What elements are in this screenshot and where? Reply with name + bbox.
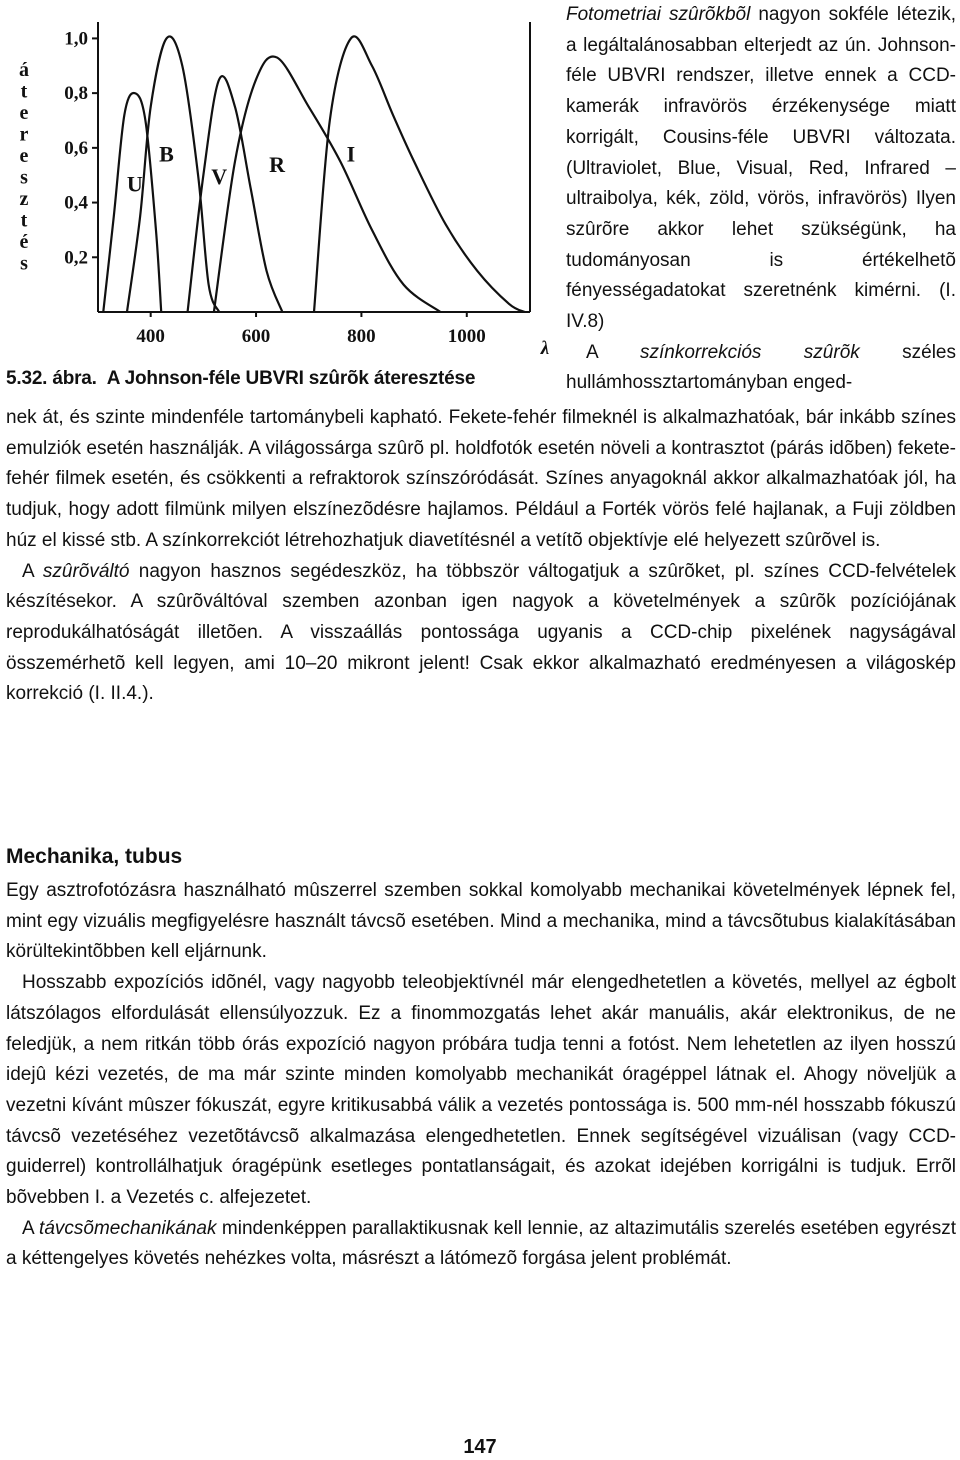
paragraph-text: A: [22, 1217, 40, 1239]
section-paragraph-1: Egy asztrofotózásra használható mûszerrel szemben sokkal komolyabb mechanikai követelmények lépnek fel, mint egy vizuális megfigyelésre használt távcsõ esetében. Mind a mechanika, mind a távcsõtubus kialakításában körültekintõbben kell eljárnunk.: [6, 880, 956, 963]
filter-transmission-figure: [0, 0, 560, 400]
series-label-R: R: [269, 152, 286, 178]
caption-text: A Johnson-féle UBVRI szûrõk áteresztése: [106, 368, 476, 389]
x-axis-label: λ: [540, 338, 550, 359]
x-tick-label: 600: [241, 326, 271, 347]
y-axis-letter: á: [19, 59, 29, 81]
y-tick-label: 0,8: [64, 83, 88, 105]
series-label-B: B: [159, 141, 174, 167]
main-body-text: [6, 403, 956, 710]
series-curve-V: [188, 76, 283, 312]
y-axis-letter: e: [19, 102, 29, 124]
section-paragraph-3: [6, 1214, 956, 1275]
italic-term: távcsõmechanikának: [39, 1217, 217, 1239]
photometric-filters-paragraph: [566, 0, 956, 338]
series-curve-R: [214, 56, 441, 312]
section-paragraph-2: Hosszabb expozíciós idõnél, vagy nagyobb teleobjektívnél már elengedhetetlen a követés, mellyel az égbolt látszólagos elfordulását ellensúlyozzuk. Ez a finommozgatás lehet akár manuális, akár elektronikus, de ne feledjük, a nem ritkán több órás expozíció nagyon próbára tudja tenni a fotóst. Nem lehetetlen az ilyen hosszú idejû kézi vezetés, de ma már szinte minden komolyabb mechanikát óragéppel látnak el. Ahogy növeljük a vezetni kívánt mûszer fókuszát, egyre kritikusabbá válik a vezetés pontossága is. 500 mm-nél hosszabb fókuszú távcsõ vezetéséhez vezetõtávcsõ alkalmazása elengedhetetlen. Ennek segítségével vizuálisan (vagy CCD-guiderrel) kontrollálhatjuk óragépünk esetleges pontatlanságait, és azokat idejében korrigálni is tudjuk. Errõl bõvebben I. a Vezetés c. alfejezetet.: [6, 972, 956, 1209]
y-axis-letter: t: [20, 209, 28, 232]
y-axis-letter: z: [19, 188, 29, 210]
x-tick-label: 800: [347, 326, 376, 347]
italic-term: szûrõváltó: [42, 560, 130, 582]
paragraph-text: széles hullámhossztartományban enged-: [566, 341, 956, 394]
paragraph-text: A: [22, 560, 43, 582]
right-column-text: [566, 0, 956, 399]
italic-term: színkorrekciós szûrõk: [640, 341, 860, 363]
y-tick-label: 1,0: [64, 28, 88, 50]
paragraph-text: A: [586, 341, 640, 363]
series-label-V: V: [211, 164, 228, 190]
x-tick-label: 400: [136, 326, 165, 347]
figure-caption: [6, 368, 475, 390]
y-axis-letter: t: [20, 80, 28, 103]
section-body-text: [6, 876, 956, 1275]
y-axis-letter: é: [19, 231, 29, 253]
y-axis-letter: r: [19, 123, 29, 146]
paragraph-text: nagyon hasznos segédeszköz, ha többször váltogatjuk a szûrõket, pl. színes CCD-felvételek készítésekor. A szûrõváltóval szemben azonban igen nagyok a követelmények a szûrõk pozíciójának reprodukálhatóságát illetõen. A visszaállás pontossága ugyanis a CCD-chip pixelének nagyságával összemérhetõ kell legyen, ami 10–20 mikront jelent! Csak ekkor alkalmazható eredményesen a világoskép korrekció (I. II.4.).: [6, 560, 956, 705]
paragraph-text: nagyon sokféle létezik, a legáltalánosabban elterjedt az ún. Johnson-féle UBVRI rendszer, illetve ennek a CCD-kamerák infravörös érzékenysége miatt korrigált, Cousins-féle UBVRI változata. (Ultraviolet, Blue, Visual, Red, Infrared – ultraibolya, kék, zöld, vörös, infravörös) Ilyen szûrõre akkor lehet szükségünk, ha tudományosan is értékelhetõ fényességadatokat szeretnénk kimérni. (I. IV.8): [566, 4, 956, 333]
series-label-I: I: [346, 141, 356, 167]
series-label-U: U: [126, 171, 143, 197]
section-heading: Mechanika, tubus: [6, 845, 183, 868]
y-tick-label: 0,6: [64, 137, 88, 159]
x-tick-label: 1000: [447, 326, 486, 347]
filter-wheel-paragraph: [6, 557, 956, 711]
y-tick-label: 0,4: [64, 192, 88, 214]
ubvri-chart: [0, 0, 560, 360]
y-tick-label: 0,2: [64, 247, 88, 269]
y-axis-letter: s: [20, 166, 28, 189]
y-axis-letter: s: [20, 252, 28, 275]
color-correction-paragraph-start: [566, 338, 956, 399]
color-correction-paragraph-continued: nek át, és szinte mindenféle tartománybeli kapható. Fekete-fehér filmeknél is alkalmazhatóak, bár inkább színes emulziók esetén használják. A világossárga szûrõ pl. holdfotók esetén növeli a kontrasztot (párás idõben) fekete-fehér filmek esetén, és csökkenti a refraktorok színszóródását. Színes anyagoknál akkor alkalmazhatóak jól, ha tudjuk, hogy adott filmünk milyen elszínezõdésre hajlamos. Például a Forték vörös felé hajlanak, a Fuji zöldben húz el kissé stb. A színkorrekciót létrehozhatjuk diavetítésnél a vetítõ objektívje elé helyezett szûrõvel is.: [6, 407, 956, 551]
y-axis-letter: e: [19, 145, 29, 167]
paragraph-text: mindenképpen parallaktikusnak kell lennie, az altazimutális szerelés esetében egyrészt a kéttengelyes követés nehézkes volta, másrészt a látómezõ forgása jelent problémát.: [6, 1217, 956, 1270]
page-number: 147: [463, 1436, 497, 1458]
caption-number: 5.32. ábra.: [6, 368, 97, 389]
italic-term: Fotometriai szûrõkbõl: [566, 4, 751, 25]
